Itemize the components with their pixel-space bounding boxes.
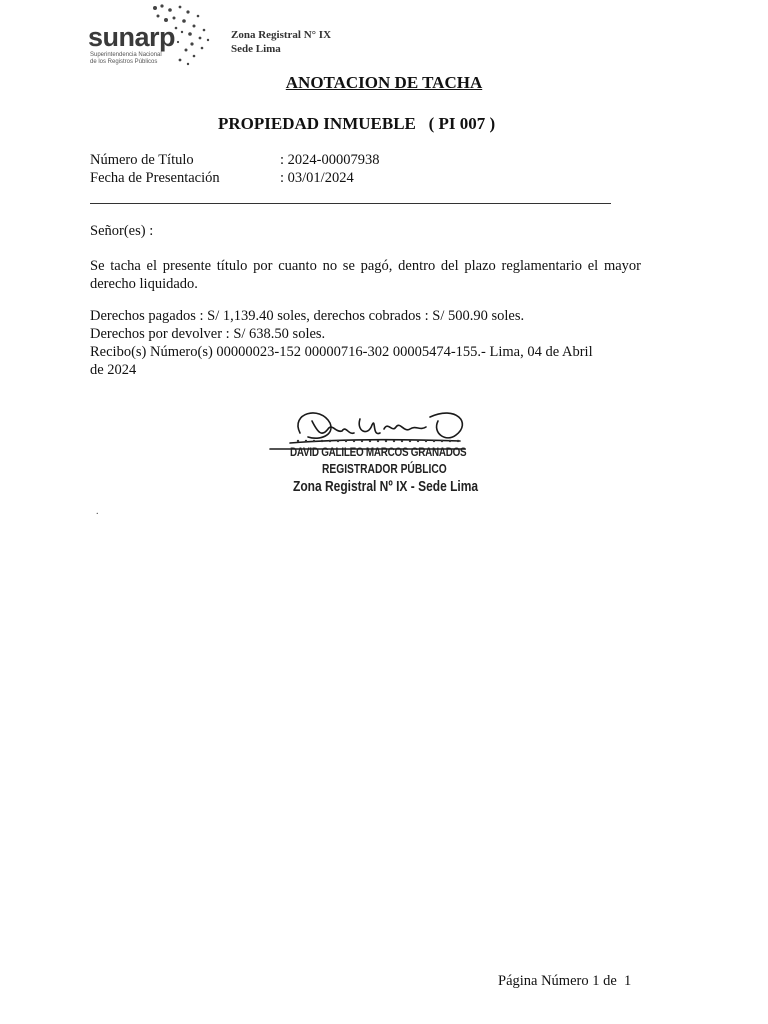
separator-line bbox=[90, 203, 611, 204]
fees-line-2: Derechos por devolver : S/ 638.50 soles. bbox=[90, 326, 326, 342]
body-paragraph: Se tacha el presente título por cuanto no se pagó, dentro del plazo reglamentario el mayor derecho liquidado. bbox=[90, 258, 641, 292]
field-value-numero-titulo: : 2024-00007938 bbox=[280, 152, 380, 168]
sunarp-logo: sunarp bbox=[88, 22, 176, 52]
logo-subtitle-line2: de los Registros Públicos bbox=[90, 59, 158, 65]
document-subtitle: PROPIEDAD INMUEBLE ( PI 007 ) bbox=[218, 114, 496, 133]
header-zona-line1: Zona Registral N° IX bbox=[231, 29, 332, 41]
logo-subtitle bbox=[90, 52, 200, 66]
field-label-fecha-presentacion: Fecha de Presentación bbox=[90, 170, 220, 186]
field-value-fecha-presentacion: : 03/01/2024 bbox=[280, 170, 354, 186]
fees-line-1: Derechos pagados : S/ 1,139.40 soles, derechos cobrados : S/ 500.90 soles. bbox=[90, 308, 525, 324]
header-zona bbox=[231, 28, 331, 56]
header-zona-line2: Sede Lima bbox=[231, 43, 281, 55]
receipts-line-1: Recibo(s) Número(s) 00000023-152 00000716-302 00005474-155.- Lima, 04 de Abril bbox=[90, 344, 593, 360]
field-label-numero-titulo: Número de Título bbox=[90, 152, 194, 168]
page-number: Página Número 1 de 1 bbox=[498, 973, 632, 989]
signer-role: REGISTRADOR PÚBLICO bbox=[322, 462, 447, 476]
salutation: Señor(es) : bbox=[90, 223, 154, 239]
stray-mark: . bbox=[96, 506, 99, 517]
document-title: ANOTACION DE TACHA bbox=[285, 73, 483, 92]
signer-zone: Zona Registral Nº IX - Sede Lima bbox=[293, 478, 479, 495]
logo-subtitle-line1: Superintendencia Nacional bbox=[90, 52, 162, 58]
receipts-line-2: de 2024 bbox=[90, 362, 137, 378]
signer-name: DAVID GALILEO MARCOS GRANADOS bbox=[290, 447, 467, 459]
